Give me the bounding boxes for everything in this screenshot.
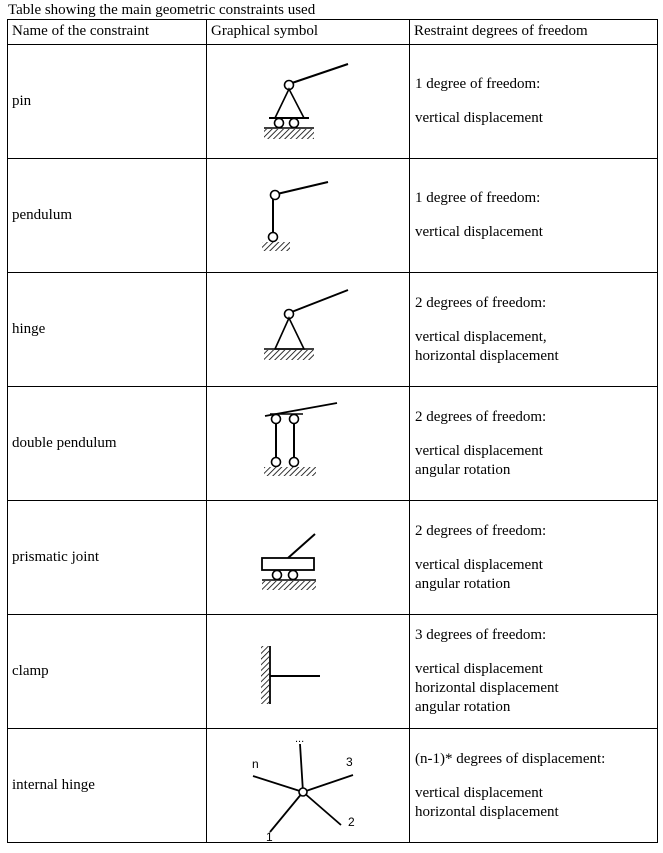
dof-item: vertical displacement <box>415 784 543 801</box>
restraint-cell <box>410 273 658 387</box>
constraint-symbol-cell <box>207 615 410 729</box>
constraints-table <box>7 19 658 843</box>
dof-item: angular rotation <box>415 699 511 715</box>
dof-item: horizontal displacement <box>415 347 559 364</box>
constraint-name: double pendulum <box>8 387 207 501</box>
dof-item: vertical displacement, <box>415 328 547 345</box>
pin-symbol <box>258 52 358 152</box>
branch-3-label: 3 <box>346 754 353 769</box>
constraint-name: clamp <box>8 615 207 729</box>
dof-item: horizontal displacement <box>415 803 559 820</box>
double-pendulum-symbol <box>258 394 358 494</box>
restraint-cell <box>410 159 658 273</box>
dof-item: angular rotation <box>415 575 511 592</box>
dof-item: vertical displacement <box>415 110 543 126</box>
dof-item: vertical displacement <box>415 661 543 677</box>
branch-2-label: 2 <box>348 814 355 829</box>
hinge-symbol <box>258 280 358 380</box>
prismatic-joint-symbol <box>258 508 358 608</box>
constraint-symbol-cell <box>207 45 410 159</box>
table-row <box>8 501 658 615</box>
constraint-symbol-cell <box>207 159 410 273</box>
branch-1-label: 1 <box>266 829 273 842</box>
table-caption: Table showing the main geometric constraints used <box>8 2 316 18</box>
dof-heading: 1 degree of freedom: <box>415 190 541 206</box>
dof-heading: 1 degree of freedom: <box>415 76 541 92</box>
constraint-name: internal hinge <box>8 729 207 843</box>
constraint-name: hinge <box>8 273 207 387</box>
table-row <box>8 615 658 729</box>
constraint-symbol-cell <box>207 273 410 387</box>
dof-item: angular rotation <box>415 461 511 478</box>
table-row <box>8 45 658 159</box>
pendulum-symbol <box>258 166 358 266</box>
dof-item: vertical displacement <box>415 224 543 240</box>
restraint-cell <box>410 387 658 501</box>
table-row <box>8 729 658 843</box>
constraint-symbol-cell <box>207 501 410 615</box>
restraint-cell <box>410 501 658 615</box>
table-row <box>8 159 658 273</box>
restraint-cell <box>410 729 658 843</box>
dof-item: vertical displacement <box>415 556 543 573</box>
constraint-name: prismatic joint <box>8 501 207 615</box>
branch-n-label: n <box>252 756 259 771</box>
clamp-symbol <box>258 622 358 722</box>
dof-item: vertical displacement <box>415 442 543 459</box>
dof-heading: 2 degrees of freedom: <box>415 408 547 425</box>
table-header-row <box>8 20 658 45</box>
internal-hinge-symbol <box>248 730 368 842</box>
header-symbol: Graphical symbol <box>207 20 410 45</box>
constraint-name: pin <box>8 45 207 159</box>
constraint-name: pendulum <box>8 159 207 273</box>
constraint-symbol-cell <box>207 387 410 501</box>
dof-heading: 3 degrees of freedom: <box>415 627 547 643</box>
restraint-cell <box>410 615 658 729</box>
dof-heading: 2 degrees of freedom: <box>415 522 547 539</box>
constraint-symbol-cell <box>207 729 410 843</box>
header-restraint: Restraint degrees of freedom <box>410 20 658 45</box>
dof-heading: (n-1)* degrees of displacement: <box>415 750 606 767</box>
restraint-cell <box>410 45 658 159</box>
dof-item: horizontal displacement <box>415 680 559 696</box>
header-name: Name of the constraint <box>8 20 207 45</box>
dof-heading: 2 degrees of freedom: <box>415 294 547 311</box>
branch-dots-label: ... <box>295 732 305 745</box>
table-row <box>8 387 658 501</box>
table-row <box>8 273 658 387</box>
